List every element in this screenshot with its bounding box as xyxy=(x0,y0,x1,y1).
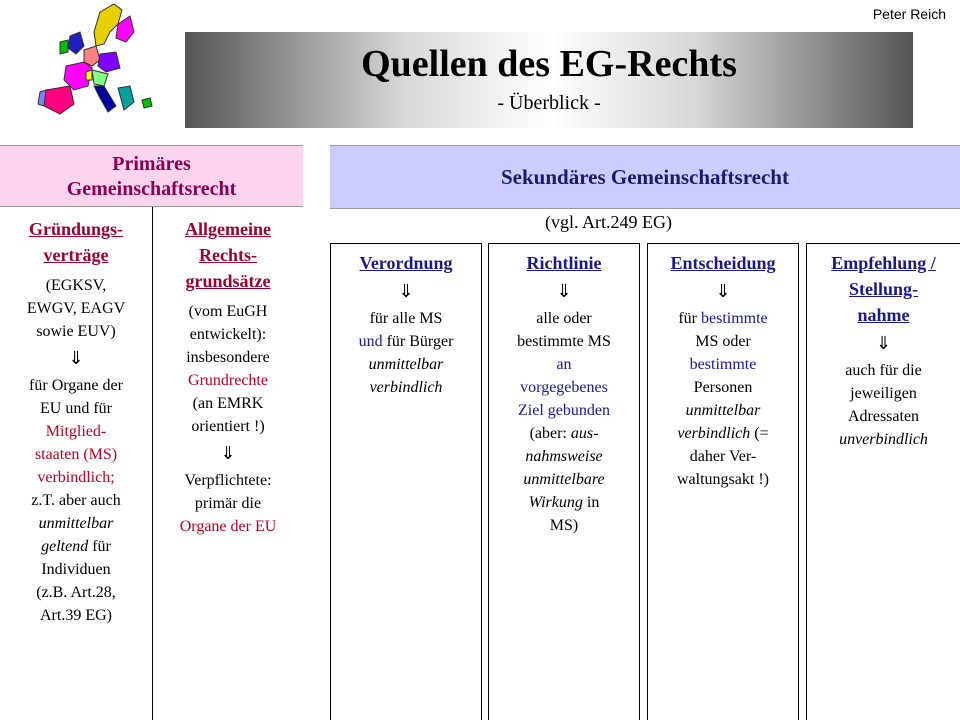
down-arrow-icon: ⇓ xyxy=(556,281,572,301)
europe-map-icon xyxy=(30,2,160,124)
recommendation-title-1: Empfehlung / xyxy=(831,253,936,273)
decision-title: Entscheidung xyxy=(670,253,776,273)
dir-l8: unmittelbare xyxy=(523,471,605,488)
dir-l9b: in xyxy=(582,494,600,511)
decision-column xyxy=(647,243,799,720)
dec-l3: bestimmte xyxy=(689,356,757,373)
col2-p2: entwickelt): xyxy=(189,326,267,343)
dir-l6b: aus- xyxy=(570,425,599,442)
col2-p4: Grundrechte xyxy=(188,372,268,389)
rec-l2: jeweiligen xyxy=(850,385,917,402)
dec-l2: MS oder xyxy=(695,333,751,350)
col2-b3: Organe der EU xyxy=(179,518,277,535)
col1-b1: für Organe der xyxy=(29,377,123,394)
rec-l3: Adressaten xyxy=(847,408,920,425)
col1-b2: EU und für xyxy=(40,400,112,417)
col1-p2: EWGV, EAGV xyxy=(26,300,126,317)
page-title: Quellen des EG-Rechts xyxy=(361,43,737,85)
dir-l2: bestimmte MS xyxy=(517,333,611,350)
title-banner xyxy=(185,32,913,128)
rec-l4: unverbindlich xyxy=(839,431,928,448)
dec-l6a: verbindlich xyxy=(677,425,751,442)
down-arrow-icon: ⇓ xyxy=(715,281,731,301)
recommendation-title-2: Stellung- xyxy=(848,279,918,299)
article-reference: (vgl. Art.249 EG) xyxy=(545,212,672,232)
dir-l9a: Wirkung xyxy=(528,494,583,511)
dec-l4: Personen xyxy=(693,379,753,396)
col1-b4: staaten (MS) xyxy=(34,446,118,463)
col1-b10: (z.B. Art.28, xyxy=(36,584,116,601)
col1-b11: Art.39 EG) xyxy=(40,607,112,624)
dir-l6a: (aber: xyxy=(529,425,571,442)
author-label: Peter Reich xyxy=(872,6,946,22)
col1-b7: unmittelbar xyxy=(38,515,114,532)
dec-l6b: (= xyxy=(750,425,769,442)
col2-p3: insbesondere xyxy=(186,349,270,366)
col1-b8b: für xyxy=(88,538,111,555)
dec-l1a: für xyxy=(678,310,701,327)
down-arrow-icon: ⇓ xyxy=(220,443,236,463)
regulation-column xyxy=(330,243,482,720)
general-principles-title-3: grundsätze xyxy=(185,271,271,291)
col2-p5: (an EMRK xyxy=(192,395,264,412)
dir-l10: MS) xyxy=(549,517,579,534)
dir-l1: alle oder xyxy=(536,310,592,327)
reg-l4: verbindlich xyxy=(369,379,443,396)
dir-l7: nahmsweise xyxy=(525,448,603,465)
recommendation-column xyxy=(806,243,960,720)
rec-l1: auch für die xyxy=(845,362,922,379)
col1-b9: Individuen xyxy=(41,561,111,578)
page-subtitle: - Überblick - xyxy=(497,92,601,114)
founding-treaties-column xyxy=(0,216,152,627)
col2-p1: (vom EuGH xyxy=(188,303,268,320)
reg-l3: unmittelbar xyxy=(368,356,444,373)
general-principles-column xyxy=(153,216,303,538)
col1-b8a: geltend xyxy=(41,538,89,555)
dir-l4: vorgegebenes xyxy=(520,379,608,396)
dir-l3: an xyxy=(556,356,572,373)
founding-treaties-title-2: verträge xyxy=(43,245,109,265)
general-principles-title-2: Rechts- xyxy=(199,245,257,265)
down-arrow-icon: ⇓ xyxy=(398,281,414,301)
dir-l5: Ziel gebunden xyxy=(518,402,610,419)
col1-b8 xyxy=(0,535,152,558)
primary-heading-line2: Gemeinschaftsrecht xyxy=(66,178,237,200)
secondary-law-header: Sekundäres Gemeinschaftsrecht xyxy=(330,145,960,209)
dec-l5: unmittelbar xyxy=(685,402,761,419)
col2-p6: orientiert !) xyxy=(191,418,265,435)
directive-column xyxy=(488,243,640,720)
col2-b1: Verpflichtete: xyxy=(184,472,272,489)
col1-b6: z.T. aber auch xyxy=(31,492,121,509)
reg-l2b: für Bürger xyxy=(382,333,454,350)
dec-l7: daher Ver- xyxy=(689,448,757,465)
primary-heading-line1: Primäres xyxy=(112,153,191,175)
regulation-title: Verordnung xyxy=(359,253,453,273)
general-principles-title-1: Allgemeine xyxy=(185,219,271,239)
dec-l8: waltungsakt !) xyxy=(677,471,769,488)
col2-b2: primär die xyxy=(194,495,262,512)
down-arrow-icon: ⇓ xyxy=(875,333,892,353)
col1-p1: (EGKSV, xyxy=(45,277,107,294)
directive-title: Richtlinie xyxy=(526,253,602,273)
down-arrow-icon: ⇓ xyxy=(68,348,84,368)
col1-p3: sowie EUV) xyxy=(36,323,116,340)
dec-l1b: bestimmte xyxy=(701,310,768,327)
founding-treaties-title-1: Gründungs- xyxy=(28,219,124,239)
reg-l2a: und xyxy=(358,333,383,350)
col1-b5: verbindlich; xyxy=(37,469,115,486)
reg-l1: für alle MS xyxy=(369,310,443,327)
primary-law-header xyxy=(0,145,303,207)
recommendation-title-3: nahme xyxy=(857,305,910,325)
col1-b3: Mitglied- xyxy=(45,423,107,440)
